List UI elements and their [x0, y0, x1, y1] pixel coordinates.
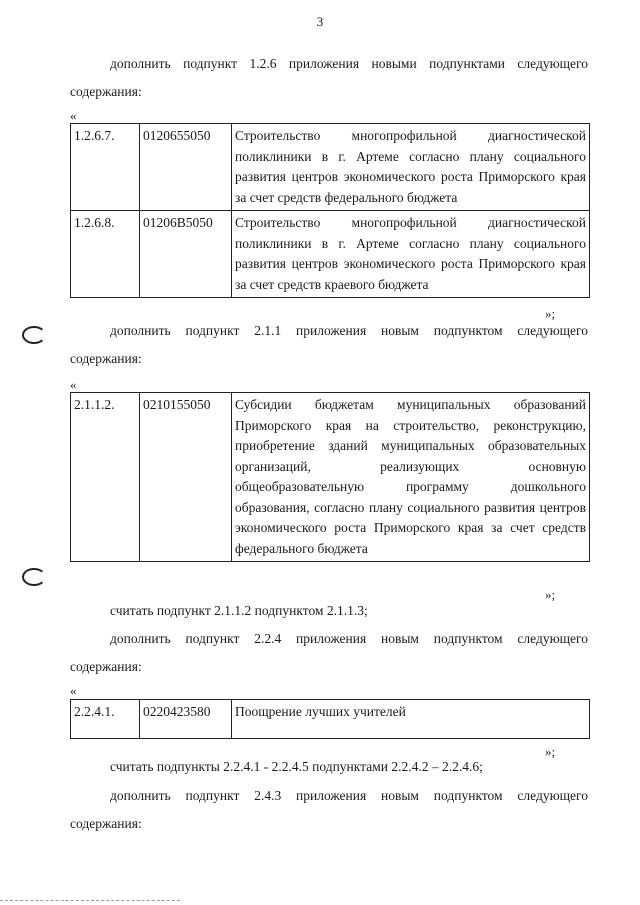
table-3: [70, 699, 590, 739]
binder-hole-mark: [22, 568, 46, 586]
row-description: Субсидии бюджетам муниципальных образований Приморского края на строительство, реконструкцию, приобретение зданий муниципальных образовательных организаций, реализующих основную общеобразовательную программу дошкольного образования, согласно плану социального развития центров экономического роста Приморского края за счет средств федерального бюджета: [232, 393, 590, 562]
table-row: [71, 700, 590, 739]
table-row: [71, 393, 590, 562]
paragraph-1: дополнить подпункт 1.2.6 приложения новыми подпунктами следующего содержания:: [70, 56, 588, 99]
quote-open-3: «: [70, 683, 77, 698]
paragraph-3: считать подпункт 2.1.1.2 подпунктом 2.1.1.3;: [110, 603, 368, 618]
scan-edge-line: [0, 900, 180, 901]
quote-close-1: »;: [545, 306, 556, 321]
row-code: 1.2.6.7.: [71, 124, 140, 211]
row-kbk: 01206В5050: [140, 211, 232, 298]
row-kbk: 0120655050: [140, 124, 232, 211]
table-1: [70, 123, 590, 298]
paragraph-2: дополнить подпункт 2.1.1 приложения новым подпунктом следующего содержания:: [70, 323, 588, 366]
page-number: 3: [316, 14, 324, 29]
row-kbk: 0220423580: [140, 700, 232, 739]
quote-open-2: «: [70, 377, 77, 392]
row-code: 2.1.1.2.: [71, 393, 140, 562]
paragraph-4: дополнить подпункт 2.2.4 приложения новым подпунктом следующего содержания:: [70, 631, 588, 674]
paragraph-5: считать подпункты 2.2.4.1 - 2.2.4.5 подпунктами 2.2.4.2 – 2.2.4.6;: [110, 759, 483, 774]
row-description: Строительство многопрофильной диагностической поликлиники в г. Артеме согласно плану социального развития центров экономического роста Приморского края за счет средств федерального бюджета: [232, 124, 590, 211]
quote-close-2: »;: [545, 587, 556, 602]
table-2: [70, 392, 590, 562]
binder-hole-mark: [22, 326, 46, 344]
quote-open-1: «: [70, 108, 77, 123]
row-code: 1.2.6.8.: [71, 211, 140, 298]
row-description: Строительство многопрофильной диагностической поликлиники в г. Артеме согласно плану социального развития центров экономического роста Приморского края за счет средств краевого бюджета: [232, 211, 590, 298]
table-row: [71, 124, 590, 211]
row-code: 2.2.4.1.: [71, 700, 140, 739]
quote-close-3: »;: [545, 744, 556, 759]
table-row: [71, 211, 590, 298]
paragraph-6: дополнить подпункт 2.4.3 приложения новым подпунктом следующего содержания:: [70, 788, 588, 831]
row-kbk: 0210155050: [140, 393, 232, 562]
row-description: Поощрение лучших учителей: [232, 700, 590, 739]
